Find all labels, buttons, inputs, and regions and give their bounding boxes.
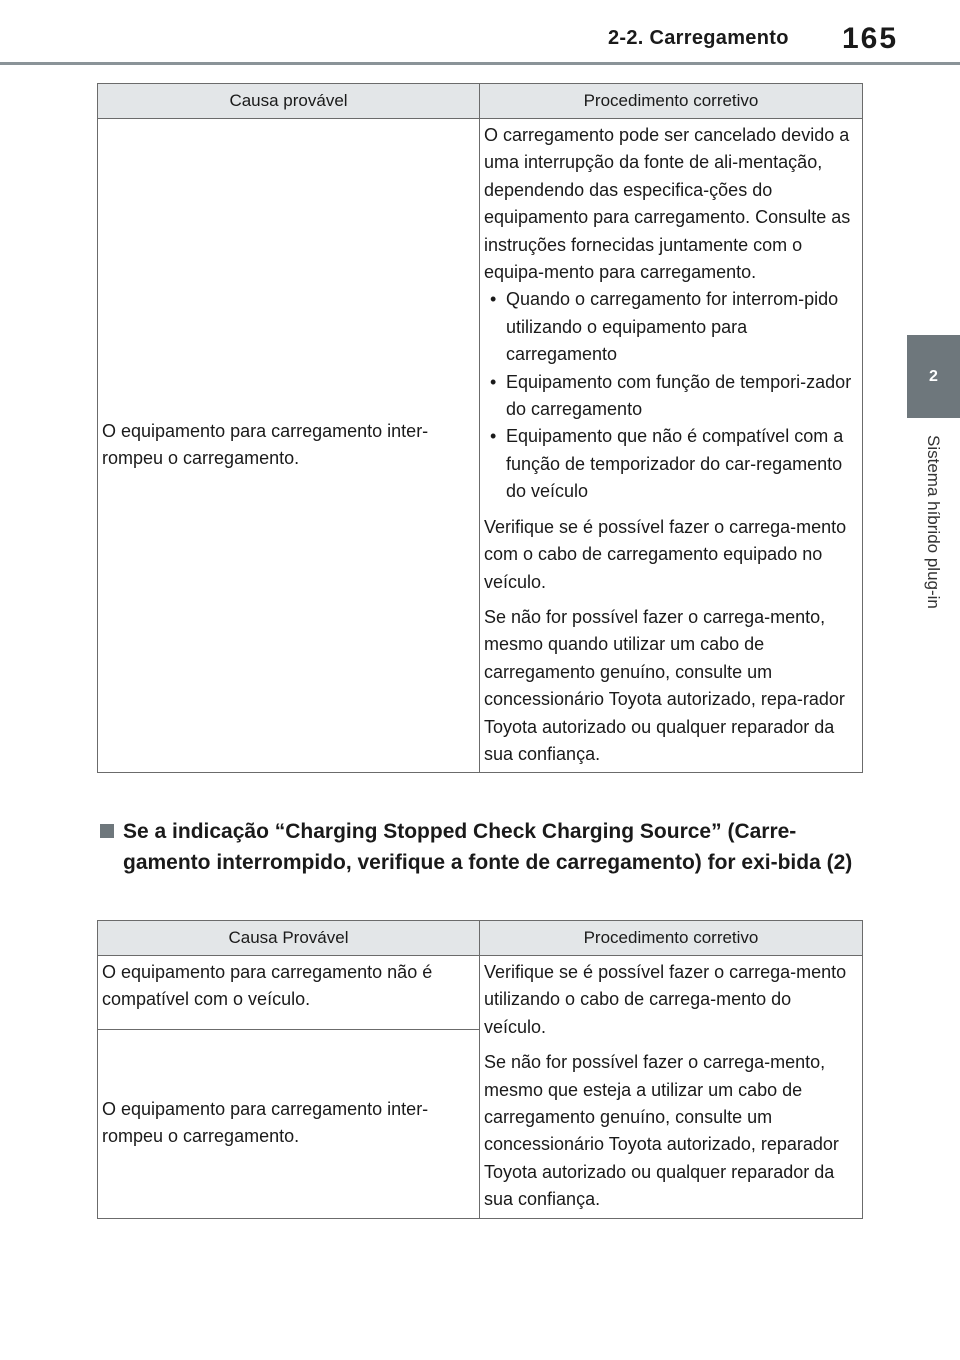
- column-header-procedure: Procedimento corretivo: [480, 921, 863, 956]
- bullet-list: [484, 286, 858, 505]
- procedure-paragraph: Se não for possível fazer o carrega-mento, mesmo quando utilizar um cabo de carregamento genuíno, consulte um concessionário Toyota autorizado, repa-rador Toyota autorizado ou qualquer reparador da sua confiança.: [484, 606, 845, 764]
- section-heading-text: Se a indicação “Charging Stopped Check Charging Source” (Carre-gamento interrompido, verifique a fonte de carregamento) for exi-bida (2): [123, 820, 853, 874]
- page-number: 165: [842, 22, 899, 55]
- table-header-row: [98, 84, 863, 119]
- cause-text: O equipamento para carregamento não é compatível com o veículo.: [102, 962, 433, 1010]
- list-item: • Equipamento que não é compatível com a função de temporizador do car-regamento do veículo: [484, 423, 858, 505]
- troubleshoot-table-1: [97, 83, 863, 773]
- procedure-cell: [480, 119, 863, 773]
- table-row: [98, 119, 863, 773]
- cause-text: O equipamento para carregamento inter-rompeu o carregamento.: [102, 1098, 429, 1147]
- column-header-cause: Causa provável: [98, 84, 480, 119]
- procedure-cell: [480, 956, 863, 1219]
- cause-cell: [98, 119, 480, 773]
- column-header-cause: Causa Provável: [98, 921, 480, 956]
- chapter-label: [888, 435, 960, 675]
- column-header-procedure: Procedimento corretivo: [480, 84, 863, 119]
- section-title: 2-2. Carregamento: [608, 27, 789, 49]
- chapter-label-text: Sistema híbrido plug-in: [924, 435, 943, 609]
- table-header-row: [98, 921, 863, 956]
- procedure-paragraph: Verifique se é possível fazer o carrega-mento utilizando o cabo de carrega-mento do veículo.: [484, 962, 847, 1037]
- procedure-intro: O carregamento pode ser cancelado devido a uma interrupção da fonte de ali-mentação, dependendo das especifica-ções do equipamento para carregamento. Consulte as instruções fornecidas juntamente com o equipa-mento para carregamento.: [484, 125, 851, 283]
- troubleshoot-table-2: [97, 920, 863, 1219]
- table-row: [98, 956, 863, 1030]
- list-item: • Equipamento com função de tempori-zador do carregamento: [484, 369, 858, 424]
- procedure-paragraph: Se não for possível fazer o carrega-mento, mesmo que esteja a utilizar um cabo de carregamento genuíno, consulte um concessionário Toyota autorizado, reparador Toyota autorizado ou qualquer reparador da sua confiança.: [484, 1052, 839, 1210]
- list-item: • Quando o carregamento for interrom-pido utilizando o equipamento para carregamento: [484, 286, 858, 368]
- cause-cell: [98, 1030, 480, 1219]
- section-heading: [100, 816, 870, 878]
- cause-cell: [98, 956, 480, 1030]
- square-bullet-icon: [100, 824, 114, 838]
- chapter-number: 2: [929, 367, 938, 385]
- cause-text: O equipamento para carregamento inter-rompeu o carregamento.: [102, 420, 429, 469]
- chapter-tab: [907, 335, 960, 418]
- procedure-paragraph: Verifique se é possível fazer o carrega-mento com o cabo de carregamento equipado no veículo.: [484, 516, 847, 592]
- header-divider: [0, 62, 960, 65]
